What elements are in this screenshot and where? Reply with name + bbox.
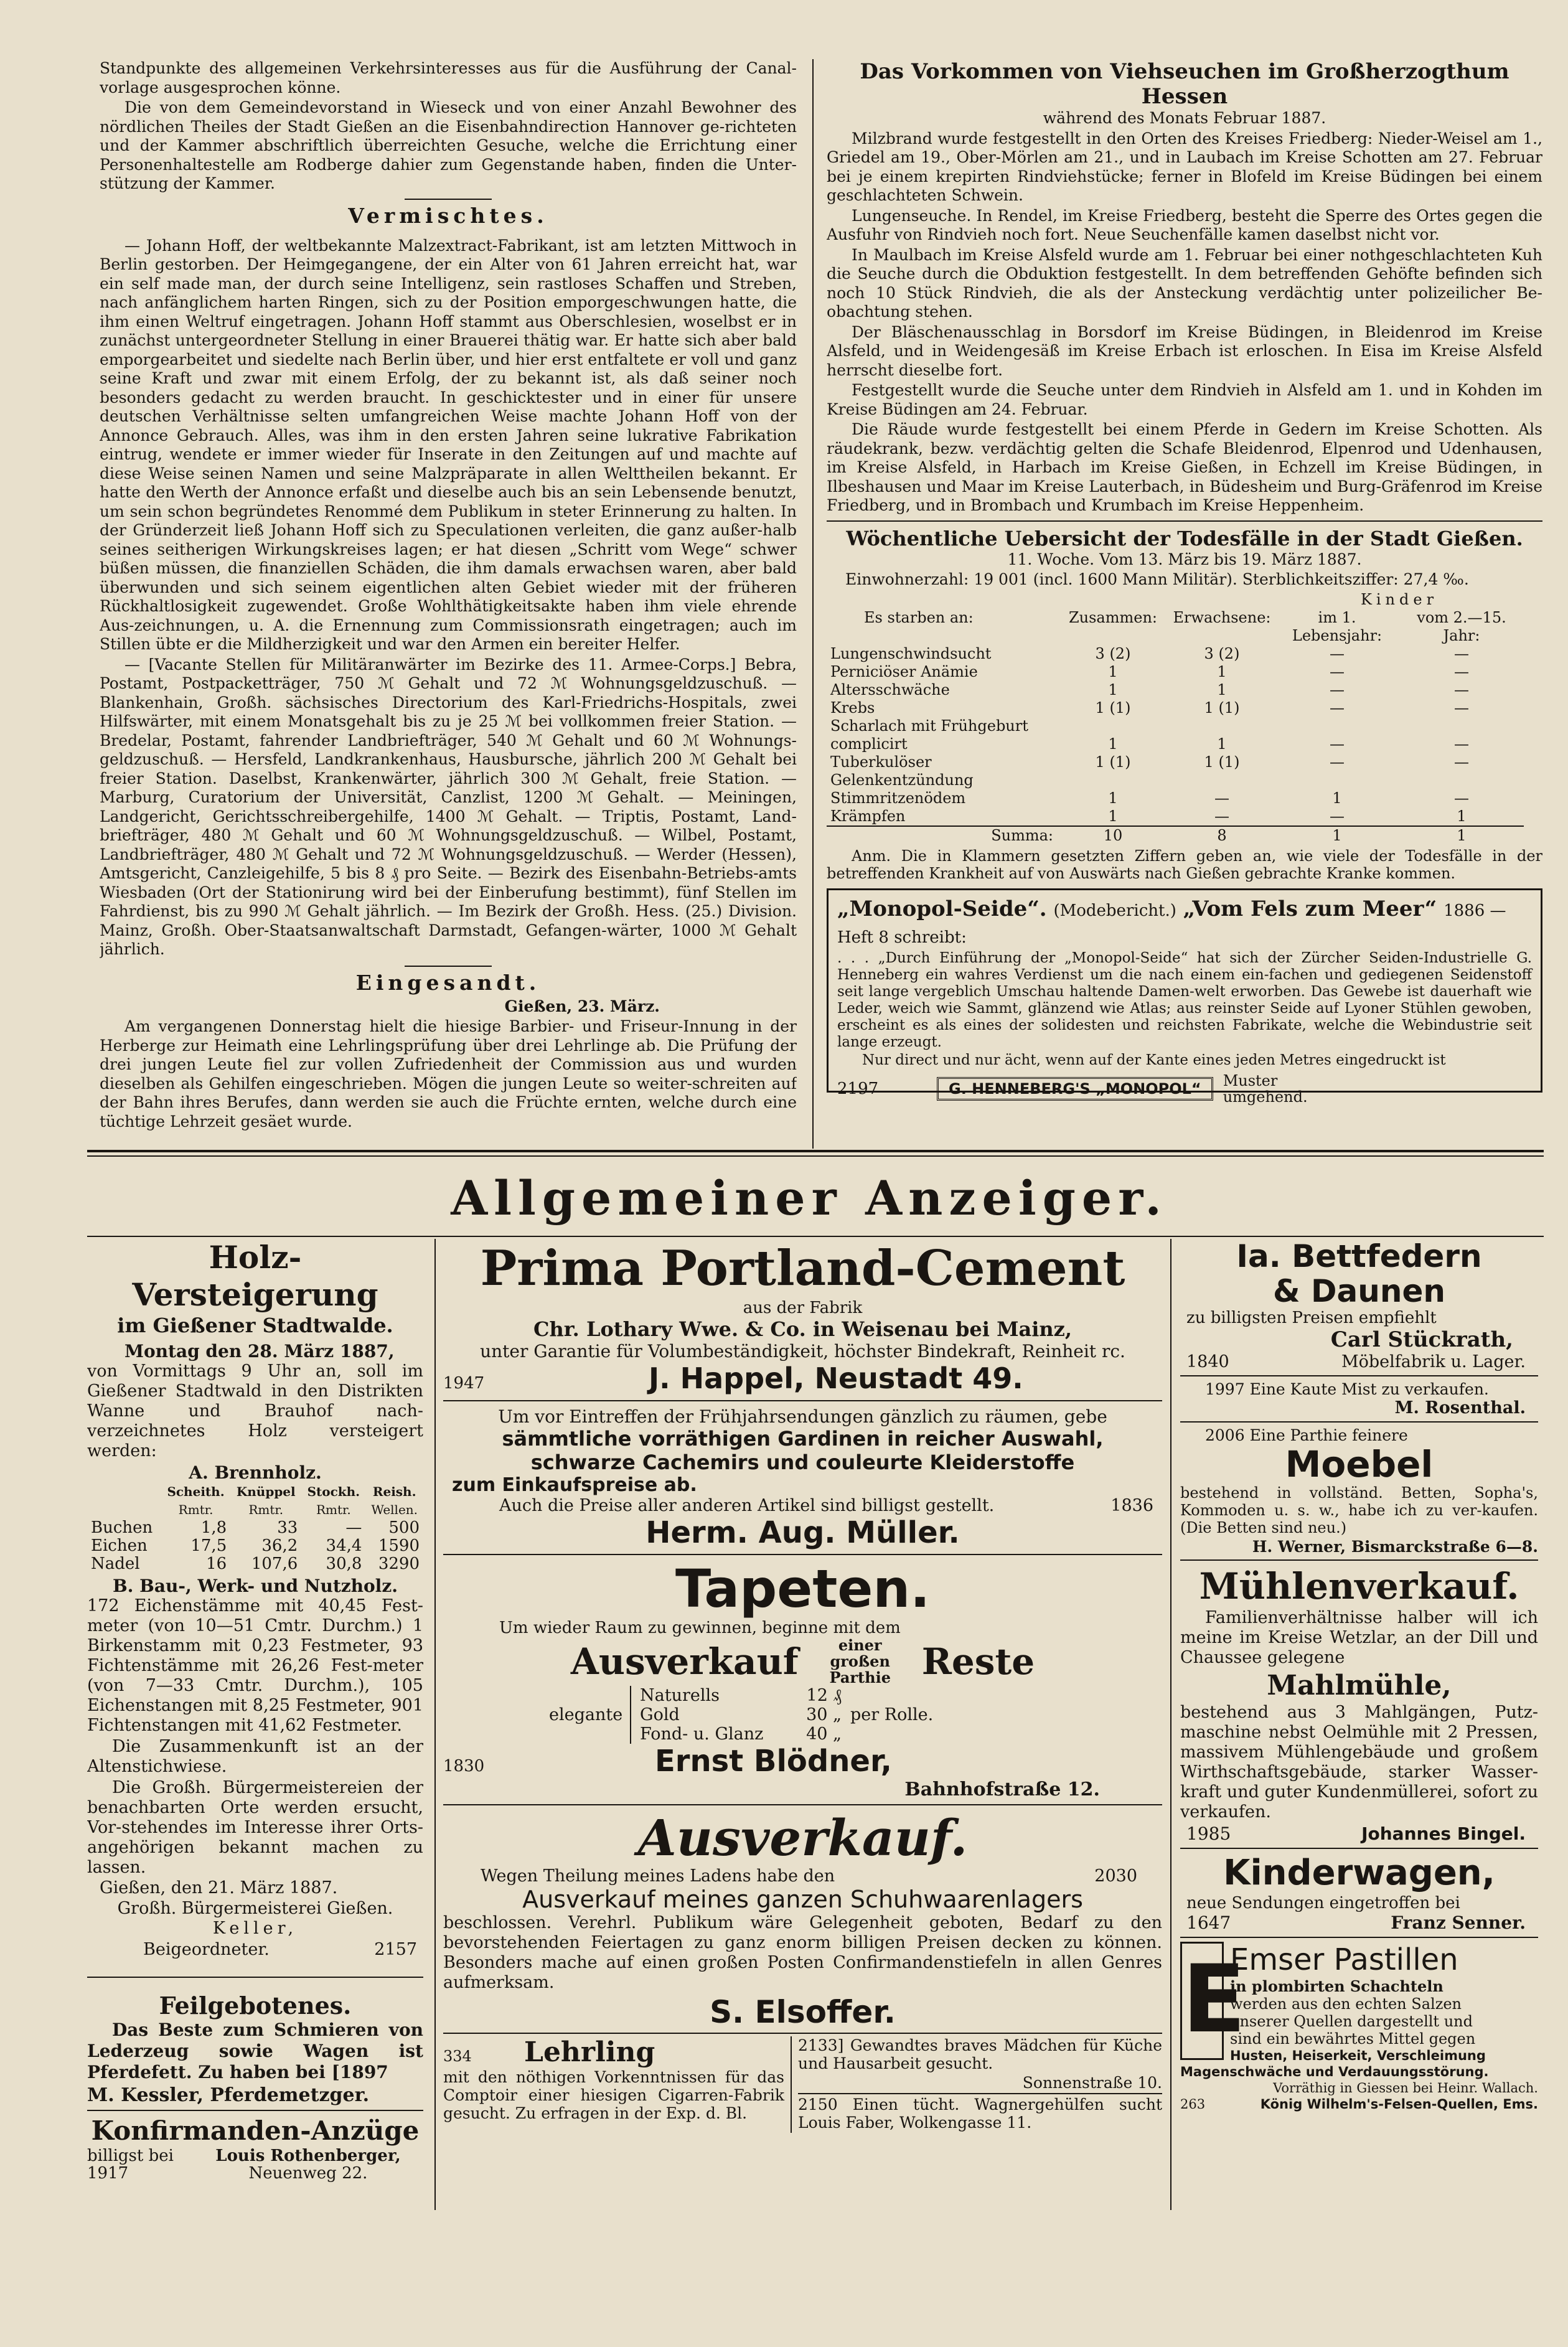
intro-paragraph-2: Die von dem Gemeindevorstand in Wieseck und von einer Anzahl Bewohner des nördlichen Theiles der Stadt Gießen an die Eisenbahndirection Hannover ge-richteten und der Kammer abschriftlich überreichten Gesuche, welche die Errichtung einer Personenhaltestelle am Rodberge dahier zum Gegenstande haben, finden die Unter-stützung der Kammer. [100,98,797,192]
holz-subtitle: im Gießener Stadtwalde. [117,1314,393,1337]
holz-col-header: Stockh. [307,1484,360,1499]
divider [443,2033,1162,2034]
monopol-modebericht: (Modebericht.) [1053,901,1176,920]
viehseuchen-blaeschen: Der Bläschenausschlag in Borsdorf im Kreise Büdingen, in Bleidenrod im Kreise Alsfeld, und in Weidengesäß im Kreise Erbach ist erloschen. In Eisa im Kreise Alsfeld herrscht dieselbe fort. [827,322,1542,379]
sum-kinder-1: 1 [1332,826,1342,844]
tapeten-rolle: per Rolle. [850,1705,934,1724]
ads-middle-column [443,1239,1162,2210]
holz-value: 34,4 [326,1536,362,1555]
hoff-article: — Johann Hoff, der weltbekannte Malzextract-Fabrikant, ist am letzten Mittwoch in Berlin gestorben. Der Heimgegangene, der ein Alter von 61 Jahren erreicht hat, war ein self made man, der durch seine Intelligenz, sein rastloses Schaffen und Streben, nach anfänglichem harten Ringen, sich zu der Position emporgeschwungen hatte, die ihm einen Weltruf eingetragen. Johann Hoff stammt aus Oberschlesien, woselbst er in zunächst untergeordneter Stellung in einer Brauerei thätig war. Er hatte sich aber bald emporgearbeitet und siedelte nach Berlin über, und hier erst entfaltete er voll und ganz seine Kraft und zwar mit einem Erfolg, der zu bekannt ist, als daß seiner noch besonders gedacht zu werden braucht. In geschicktester und in einer für unsere deutschen Verhältnisse selten umfangreichen Weise machte Johann Hoff von der Annonce Gebrauch. Alles, was ihm in den ersten Jahren seine lukrative Fabrikation eintrug, wendete er immer wieder für Inserate in den Zeitungen auf und machte auf diese Weise seinen Namen und seine Malzpräparate in allen Welttheilen bekannt. Er hatte den Werth der Annonce erfaßt und dieselbe auch bis an sein Lebensende benutzt, um sein schon begründetes Renommé dem Publikum in steter Erinnerung zu halten. In der Gründerzeit ließ Johann Hoff sich zu Speculationen verleiten, die ganz außer-halb seines seitherigen Wirkungskreises lagen; er hat diesen „Schritt vom Wege“ schwer büßen müssen, die finanziellen Schäden, die ihm damals erwachsen waren, aber bald überwunden und sich seinem eigentlichen alten Gebiet wieder mit der früheren Rückhaltlosigkeit zugewendet. Große Wohlthätigkeitsakte haben ihm viele ehrende Aus-zeichnungen, u. A. die Ernennung zum Commissionsrath eingetragen; auch im Stillen übte er die Mildherzigkeit und war den Armen ein bereiter Helfer. [100,236,797,653]
header-kinder-1: im 1. Lebensjahr: [1292,608,1383,644]
bettfedern-name: Carl Stückrath, [1330,1327,1513,1352]
sum-label: Summa: [991,826,1053,844]
sum-erwachsene: 8 [1217,826,1227,844]
tapeten-reste: Reste [921,1640,1035,1683]
todesfaelle-body [827,645,1524,826]
cause-cell: Krebs [830,698,875,717]
intro-paragraph-1: Standpunkte des allgemeinen Verkehrsinteresses aus für die Ausführung der Canal-vorlage ausgesprochen könne. [100,59,797,96]
monopol-heft: 1886 — Heft 8 schreibt: [837,901,1506,947]
divider [1180,1848,1538,1849]
table-header-row [827,609,1524,645]
tapeten-ausverkauf: Ausverkauf [570,1640,799,1683]
kinder-2-cell: — [1454,753,1469,771]
holz-value: 107,6 [251,1554,298,1573]
tapeten-number: 1830 [443,1757,485,1776]
divider [405,966,492,967]
divider [87,1977,423,1978]
kinder-1-cell: 1 [1332,789,1342,807]
tapeten-text: Um wieder Raum zu gewinnen, beginne mit dem [499,1619,901,1637]
zusammen-cell: 1 (1) [1095,698,1131,717]
viehseuchen-heading: Das Vorkommen von Viehseuchen im Großherzogthum Hessen [860,59,1509,109]
table-row [827,807,1524,826]
holz-col-unit [87,1501,161,1519]
kinder-1-cell: — [1330,807,1345,825]
kinderwagen-title: Kinderwagen, [1223,1853,1495,1893]
kinder-2-cell: — [1454,644,1469,662]
eingesandt-paragraph: Am vergangenen Donnerstag hielt die hiesige Barbier- und Friseur-Innung in der Herberge zur Heimath eine Lehrlingsprüfung über drei Lehrlinge ab. Die Prüfung der drei jungen Leute fiel zur vollen Zufriedenheit der Commission aus und wurden dieselben als Gehilfen eingeschrieben. Mögen die jungen Leute so weiter-schreiten auf der Bahn ihres Berufes, dann werden sie auch die Früchte ernten, welche durch eine tüchtige Lehrzeit gesäet wurde. [100,1017,797,1131]
holz-brennholz: A. Brennholz. [189,1462,322,1483]
emser-pastillen-ad [1180,1942,1538,2064]
monopol-title: „Monopol-Seide“. [837,896,1047,921]
moebel-text: bestehend in vollständ. Betten, Sopha's, Kommoden u. s. w., habe ich zu ver-kaufen. (Die Betten sind neu.) [1180,1484,1538,1536]
monopol-seide-ad [827,888,1542,1106]
gardinen-text-5: Auch die Preise aller anderen Artikel sind billigst gestellt. [499,1496,995,1515]
holz-number: 2157 [374,1939,417,1959]
top-left-column [100,59,797,1136]
monopol-number: 2197 [837,1079,879,1098]
holz-col-unit: Rmtr. [248,1502,284,1517]
holz-value: 1,8 [200,1518,227,1537]
viehseuchen-raeude: Die Räude wurde festgestellt bei einem Pferde in Gedern im Kreise Schotten. Als räudekrank, bezw. verdächtig gelten die Schafe Bleidenrod, Elpenrod und Udenhausen, im Kreise Alsfeld, in Harbach im Kreise Gießen, in Echzell im Kreise Büdingen, in Ilbeshausen und Maar im Kreise Lauterbach, in Büdesheim und Burg-Gräfenrod im Kreise Friedberg, und in Brombach und Krumbach im Kreise Heppenheim. [827,420,1542,514]
holz-wood-type: Buchen [91,1518,153,1537]
erwachsene-cell: 1 [1217,735,1227,753]
todesfaelle-note: Anm. Die in Klammern gesetzten Ziffern geben an, wie viele der Todesfälle in der betreffenden Krankheit auf von Auswärts nach Gießen gebrachte Kranke kommen. [827,847,1542,882]
monopol-brand: G. HENNEBERG'S „MONOPOL“ [937,1077,1213,1101]
cement-guarantee: unter Garantie für Volumbeständigkeit, höchster Bindekraft, Reinheit rc. [480,1341,1125,1362]
ausverkauf-text-1: Wegen Theilung meines Ladens habe den [481,1866,835,1886]
divider [443,1400,1162,1401]
monopol-text: . . . „Durch Einführung der „Monopol-Seide“ hat sich der Zürcher Seiden-Industrielle G. Henneberg ein wahres Verdienst um die nach einem ein-fachen und gediegenen Seidenstoff seit lange vergeblich Umschau haltende Damen-welt erworben. Das Gewebe ist dauerhaft wie Leder, weich wie Sammt, glänzend wie Atlas; aus reinster Seide auf Lyoner Stühlen gewoben, erscheint es als eines der solidesten und reichsten Fabrikate, welche die Webindustrie seit lange erzeugt. [837,949,1532,1050]
gardinen-number: 1836 [1110,1496,1153,1515]
erwachsene-cell: 1 [1217,680,1227,698]
cause-cell: Perniciöser Anämie [830,662,978,680]
bettfedern-text: zu billigsten Preisen empfiehlt [1186,1309,1437,1327]
holz-col-header: Reish. [372,1484,416,1499]
holz-body [87,1519,423,1573]
divider [1180,1559,1538,1561]
tapeten-item-price: 12 ₰ [806,1686,842,1705]
holz-row [87,1537,423,1555]
zusammen-cell: 1 [1108,735,1118,753]
erwachsene-cell: 1 (1) [1204,698,1240,717]
monopol-muster: Muster umgehend. [1223,1071,1308,1106]
column-divider [434,1239,436,2210]
gardinen-text-3: schwarze Cachemirs und couleurte Kleiderstoffe [530,1451,1075,1474]
holz-value: 36,2 [261,1536,298,1555]
erwachsene-cell [1169,717,1275,735]
konf-name: Louis Rothenberger, [215,2146,401,2165]
viehseuchen-festgestellt: Festgestellt wurde die Seuche unter dem Rindvieh in Alsfeld am 1. und in Kohden im Kreise Büdingen am 24. Februar. [827,381,1542,418]
holz-row [87,1519,423,1537]
divider [1180,1375,1538,1376]
kinder-2-cell: 1 [1457,807,1467,825]
wagner-text: 2150 Einen tücht. Wagnergehülfen sucht Louis Faber, Wolkengasse 11. [798,2095,1162,2132]
gardinen-seller: Herm. Aug. Müller. [646,1515,960,1550]
gardinen-text-1: Um vor Eintreffen der Frühjahrsendungen gänzlich zu räumen, gebe [498,1406,1107,1427]
zusammen-cell: 1 [1108,789,1118,807]
holz-date: Montag den 28. März 1887, [124,1341,395,1362]
maedchen-address: Sonnenstraße 10. [1022,2074,1162,2092]
zusammen-cell [1057,717,1169,735]
cause-cell: Tuberkulöser Gelenkentzündung [830,753,974,789]
monopol-text-2: Nur direct und nur ächt, wenn auf der Kante eines jeden Metres eingedruckt ist [862,1051,1446,1068]
muehle-text-2: bestehend aus 3 Mahlgängen, Putz-maschine nebst Oelmühle mit 2 Pressen, massivem Mühlengebäude und großem Wirthschaftsgebäude, starker Wasser-kraft und guter Kundenmüllerei, sofort zu verkaufen. [1180,1703,1538,1822]
tapeten-item-name: Gold [640,1705,680,1724]
section-rule [87,1150,1544,1152]
tapeten-elegante: elegante [549,1705,623,1724]
holz-table [87,1483,423,1573]
kinderwagen-name: Franz Senner. [1391,1912,1526,1933]
cause-cell: complicirt [830,735,908,753]
tapeten-address: Bahnhofstraße 12. [904,1779,1100,1800]
konf-title: Konfirmanden-Anzüge [91,2115,420,2146]
viehseuchen-lungenseuche: Lungenseuche. In Rendel, im Kreise Friedberg, besteht die Sperre des Ortes gegen die Ausfuhr von Rindvieh noch fort. Neue Seuchenfälle kamen daselbst nicht vor. [827,206,1542,243]
divider [1180,1937,1538,1938]
tapeten-title: Tapeten. [675,1558,931,1619]
sum-kinder-2: 1 [1457,826,1467,844]
header-kinder-2: vom 2.—15. Jahr: [1417,608,1506,644]
divider [405,199,492,200]
sum-zusammen: 10 [1103,826,1123,844]
erwachsene-cell: 3 (2) [1204,644,1240,662]
header-erwachsene: Erwachsene: [1173,608,1271,626]
table-row [827,735,1524,753]
tapeten-price-row [640,1724,842,1744]
feil-signature: M. Kessler, Pferdemetzger. [87,2084,370,2106]
monopol-fels: „Vom Fels zum Meer“ [1183,896,1437,921]
zusammen-cell: 1 (1) [1095,753,1131,771]
feil-title: Feilgebotenes. [159,1991,352,2020]
zusammen-cell: 1 [1108,662,1118,680]
kinder-1-cell: — [1330,644,1345,662]
holz-col-header [87,1483,161,1501]
holz-wood-type: Eichen [91,1536,148,1555]
emser-text-7: Vorräthig in Giessen bei Heinr. Wallach. [1273,2081,1538,2095]
lehrling-title: Lehrling [524,2036,655,2068]
muehle-name: Johannes Bingel. [1361,1823,1526,1844]
anzeiger-title: Allgemeiner Anzeiger. [451,1170,1168,1226]
table-row [827,645,1524,663]
kinder-2-cell [1399,717,1524,735]
viehseuchen-milzbrand: Milzbrand wurde festgestellt in den Orten des Kreises Friedberg: Nieder-Weisel am 1., Griedel am 19., Ober-Mörlen am 21., und in Laubach im Kreise Schotten am 27. Februar bei je einem krepirten Rindviehstücke; ferner in Blofeld im Kreise Büdingen bei einem geschlachteten Schwein. [827,129,1542,204]
cause-cell: Stimmritzenödem [830,789,966,807]
tapeten-einer: einer großen Parthie [829,1636,891,1686]
muehle-title: Mühlenverkauf. [1199,1565,1519,1607]
top-right-column [827,59,1542,1149]
erwachsene-cell: 1 [1217,662,1227,680]
mist-text: 1997 Eine Kaute Mist zu verkaufen. [1205,1380,1489,1398]
holz-wood-type: Nadel [91,1554,140,1573]
emser-e-initial: E [1180,1942,1224,2060]
table-row [827,663,1524,681]
muehle-text-1: Familienverhältnisse halber will ich meine im Kreise Wetzlar, an der Dill und Chaussee gelegene [1180,1608,1538,1667]
divider [87,2110,423,2111]
holz-value: — [345,1518,362,1537]
gardinen-text-2: sämmtliche vorräthigen Gardinen in reicher Auswahl, [502,1427,1104,1451]
tapeten-seller: Ernst Blödner, [655,1744,892,1779]
divider [798,2093,1162,2094]
ads-right-column [1180,1239,1538,2210]
emser-text-5: Husten, Heiserkeit, Verschleimung [1230,2048,1486,2063]
ausverkauf-text-2: beschlossen. Verehrl. Publikum wäre Gelegenheit geboten, Bedarf zu den bevorstehenden Feiertagen zu ganz enorm billigen Preisen decken zu können. Besonders mache auf einen großen Posten Confirmandenstiefeln in allen Genres aufmerksam. [443,1913,1162,1992]
holz-value: 33 [277,1518,298,1537]
holz-col-unit: Rmtr. [178,1502,214,1517]
erwachsene-cell: 1 (1) [1204,753,1240,771]
cause-cell: Lungenschwindsucht [830,644,992,662]
maedchen-text: 2133] Gewandtes braves Mädchen für Küche und Hausarbeit gesucht. [798,2036,1162,2072]
table-row [827,753,1524,789]
emser-title: Emser Pastillen [1230,1942,1458,1977]
divider [1180,1421,1538,1423]
holz-text: von Vormittags 9 Uhr an, soll im Gießener Stadtwald in den Distrikten Wanne und Brauhof nach-verzeichnetes Holz versteigert werden: [87,1362,423,1460]
kinder-1-cell: — [1330,662,1345,680]
holz-col-header: Knüppel [236,1484,296,1499]
holz-value: 500 [388,1518,420,1537]
emser-text-2: werden aus den echten Salzen [1230,1995,1462,2013]
holz-nutzholz-text: 172 Eichenstämme mit 40,45 Fest-meter (von 10—51 Cmtr. Durchm.) 1 Birkenstamm mit 0,23 Festmeter, 93 Fichtenstämme mit 26,26 Fest-meter (von 7—33 Cmtr. Durchm.), 105 Eichenstangen mit 8,25 Festmeter, 901 Fichtenstangen mit 41,62 Festmeter. [87,1596,423,1735]
moebel-title: Moebel [1285,1443,1434,1485]
military-vacancies-article: — [Vacante Stellen für Militäranwärter im Bezirke des 11. Armee-Corps.] Bebra, Postamt, Postpacketträger, 750 ℳ Gehalt und 72 ℳ Wohnungsgeldzuschuß. — Blankenhain, Großh. sächsisches Directorium des Karl-Friedrichs-Hospitals, zwei Hilfswärter, mit einem Monatsgehalt bis zu je 25 ℳ bei vollkommen freier Station. — Bredelar, Postamt, fahrender Landbriefträger, 540 ℳ Gehalt und 60 ℳ Wohnungs-geldzuschuß. — Hersfeld, Landkrankenhaus, Hausbursche, jährlich 200 ℳ Gehalt bei freier Station. Daselbst, Krankenwärter, jährlich 300 ℳ Gehalt, freie Station. — Marburg, Curatorium der Universität, Canzlist, 1200 ℳ Gehalt. — Meiningen, Landgericht, Gerichtsschreibergehilfe, 1400 ℳ Gehalt. — Triptis, Postamt, Land-briefträger, 480 ℳ Gehalt und 60 ℳ Wohnungsgeldzuschuß. — Wilbel, Postamt, Landbriefträger, 480 ℳ Gehalt und 72 ℳ Wohnungsgeldzuschuß. — Werder (Hessen), Amtsgericht, Canzleigehilfe, 5 bis 8 ₰ pro Seite. — Bezirk des Eisenbahn-Betriebs-amts Wiesbaden (Ort der Stationirung wird bei der Einberufung bestimmt), fünf Stellen im Fahrdienst, bis zu 990 ℳ Gehalt jährlich. — Im Bezirk der Großh. Hess. (25.) Division. Mainz, Großh. Ober-Staatsanwaltschaft Darmstadt, Gefangen-wärter, 1000 ℳ Gehalt jährlich. [100,655,797,958]
holz-value: 3290 [378,1554,420,1573]
eingesandt-heading: Eingesandt. [355,970,541,995]
section-rule [87,1155,1544,1157]
emser-text-3: unserer Quellen dargestellt und [1230,2013,1473,2030]
cause-cell: Krämpfen [830,807,906,825]
zusammen-cell: 1 [1108,807,1118,825]
emser-text-4: sind ein bewährtes Mittel gegen [1230,2030,1476,2048]
konf-billig: billigst bei [87,2146,174,2165]
holz-head-row [87,1483,423,1501]
viehseuchen-subheading: während des Monats Februar 1887. [1043,109,1326,127]
kinder-2-cell: — [1454,789,1469,807]
erwachsene-cell: — [1214,807,1229,825]
zusammen-cell: 1 [1108,680,1118,698]
header-causes: Es starben an: [864,608,974,626]
ausverkauf-seller: S. Elsoffer. [710,1994,896,2030]
holz-request: Die Großh. Bürgermeistereien der benachbarten Orte werden ersucht, Vor-stehendes im Interesse ihrer Orts-angehörigen bekannt machen zu lassen. [87,1778,423,1877]
kinder-1-cell: — [1330,735,1345,753]
cause-cell: Altersschwäche [830,680,950,698]
holz-col-unit: Wellen. [371,1502,418,1517]
cement-firm: Chr. Lothary Wwe. & Co. in Weisenau bei Mainz, [533,1317,1072,1341]
header-zusammen: Zusammen: [1068,608,1158,626]
table-row [827,717,1524,735]
cement-fabrik: aus der Fabrik [743,1299,863,1317]
tapeten-price-list [630,1686,842,1744]
kinder-2-cell: — [1454,680,1469,698]
divider [827,520,1542,522]
lehrling-text: mit den nöthigen Vorkenntnissen für das Comptoir einer hiesigen Cigarren-Fabrik gesucht. Zu erfragen in der Exp. d. Bl. [443,2068,784,2122]
holz-office: Großh. Bürgermeisterei Gießen. [117,1898,393,1918]
kinder-1-cell: — [1330,753,1345,771]
lehrling-number: 334 [443,2048,472,2065]
bettfedern-title-2: & Daunen [1273,1273,1445,1309]
holz-title: Holz-Versteigerung [132,1239,378,1313]
table-row [827,699,1524,717]
ausverkauf-number: 2030 [1094,1866,1137,1886]
tapeten-price-row [640,1686,842,1705]
table-sum-row [827,826,1524,845]
todesfaelle-population: Einwohnerzahl: 19 001 (incl. 1600 Mann Militär). Sterblichkeitsziffer: 27,4 ‰. [845,570,1469,588]
holz-value: 30,8 [326,1554,362,1573]
bettfedern-title-1: Ia. Bettfedern [1236,1239,1482,1274]
holz-units-row [87,1501,423,1519]
cause-cell: Scharlach mit Frühgeburt [830,717,1028,735]
zusammen-cell: 3 (2) [1095,644,1131,662]
tapeten-item-name: Fond- u. Glanz [640,1724,764,1744]
eingesandt-dateline: Gießen, 23. März. [504,997,660,1015]
ausverkauf-big: Ausverkauf meines ganzen Schuhwaarenlagers [522,1886,1083,1913]
holz-col-header: Scheith. [167,1484,225,1499]
holz-role: Beigeordneter. [143,1939,270,1959]
konf-number: 1917 [87,2163,129,2183]
muehle-mahlmuehle: Mahlmühle, [1267,1670,1452,1701]
holz-value: 17,5 [190,1536,227,1555]
holz-signature: Keller, [212,1919,298,1938]
kinder-2-cell: — [1454,662,1469,680]
kinder-1-cell [1275,717,1399,735]
bettfedern-number: 1840 [1186,1352,1229,1371]
cement-number: 1947 [443,1374,485,1393]
kinder-2-cell: — [1454,735,1469,753]
table-row [827,681,1524,699]
table-row [827,789,1524,807]
ads-left-column [87,1239,423,2210]
kinder-2-cell: — [1454,698,1469,717]
feil-text: Das Beste zum Schmieren von Lederzeug sowie Wagen ist Pferdefett. Zu haben bei [1897 [87,2019,423,2082]
tapeten-item-price: 40 „ [806,1724,842,1744]
header-kinder: Kinder [1360,590,1439,608]
moebel-name: H. Werner, Bismarckstraße 6—8. [1252,1538,1538,1556]
moebel-intro: 2006 Eine Parthie feinere [1205,1426,1408,1444]
tapeten-price-row [640,1705,842,1724]
ausverkauf-title: Ausverkauf. [637,1808,968,1867]
gardinen-text-4: zum Einkaufspreise ab. [452,1474,697,1496]
holz-value: 16 [206,1554,227,1573]
holz-place: Gießen, den 21. März 1887. [100,1878,338,1898]
column-divider [812,59,814,1149]
table-header-row [827,591,1524,609]
ad-separator [87,1236,1544,1237]
cement-title: Prima Portland-Cement [480,1240,1125,1297]
holz-row [87,1555,423,1573]
holz-meeting: Die Zusammenkunft ist an der Altenstichwiese. [87,1737,423,1776]
konf-address: Neuenweg 22. [248,2163,368,2183]
viehseuchen-maulbach: In Maulbach im Kreise Alsfeld wurde am 1. Februar bei einer nothgeschlachteten Kuh die Seuche durch die Obduktion festgestellt. In dem betreffenden Gehöfte befinden sich noch 10 Stück Rindvieh, die als der Ansteckung verdächtig unter polizeilicher Be-obachtung stehen. [827,245,1542,321]
muehle-number: 1985 [1186,1823,1231,1844]
tapeten-item-price: 30 „ [806,1705,842,1724]
kinderwagen-text: neue Sendungen eingetroffen bei [1186,1894,1460,1912]
erwachsene-cell: — [1214,789,1229,807]
emser-number: 263 [1180,2097,1206,2112]
kinder-1-cell: — [1330,698,1345,717]
divider [443,1804,1162,1805]
holz-value: 1590 [378,1536,420,1555]
holz-nutzholz: B. Bau-, Werk- und Nutzholz. [113,1576,398,1596]
column-divider [1170,1239,1171,2210]
kinder-1-cell: — [1330,680,1345,698]
todesfaelle-week: 11. Woche. Vom 13. März bis 19. März 1887. [1007,550,1362,568]
bettfedern-role: Möbelfabrik u. Lager. [1341,1352,1526,1371]
vermischtes-heading: Vermischtes. [348,203,548,228]
emser-text-6: Magenschwäche und Verdauungsstörung. [1180,2064,1489,2079]
emser-text-8: König Wilhelm's-Felsen-Quellen, Ems. [1260,2097,1538,2112]
cement-seller: J. Happel, Neustadt 49. [649,1362,1023,1395]
tapeten-item-name: Naturells [640,1686,720,1705]
mist-name: M. Rosenthal. [1394,1398,1526,1418]
holz-col-unit: Rmtr. [316,1502,351,1517]
todesfaelle-table [827,591,1524,845]
kinderwagen-number: 1647 [1186,1912,1231,1933]
todesfaelle-heading: Wöchentliche Uebersicht der Todesfälle in der Stadt Gießen. [846,526,1523,550]
emser-text-1: in plombirten Schachteln [1230,1977,1444,1995]
divider [443,1554,1162,1555]
